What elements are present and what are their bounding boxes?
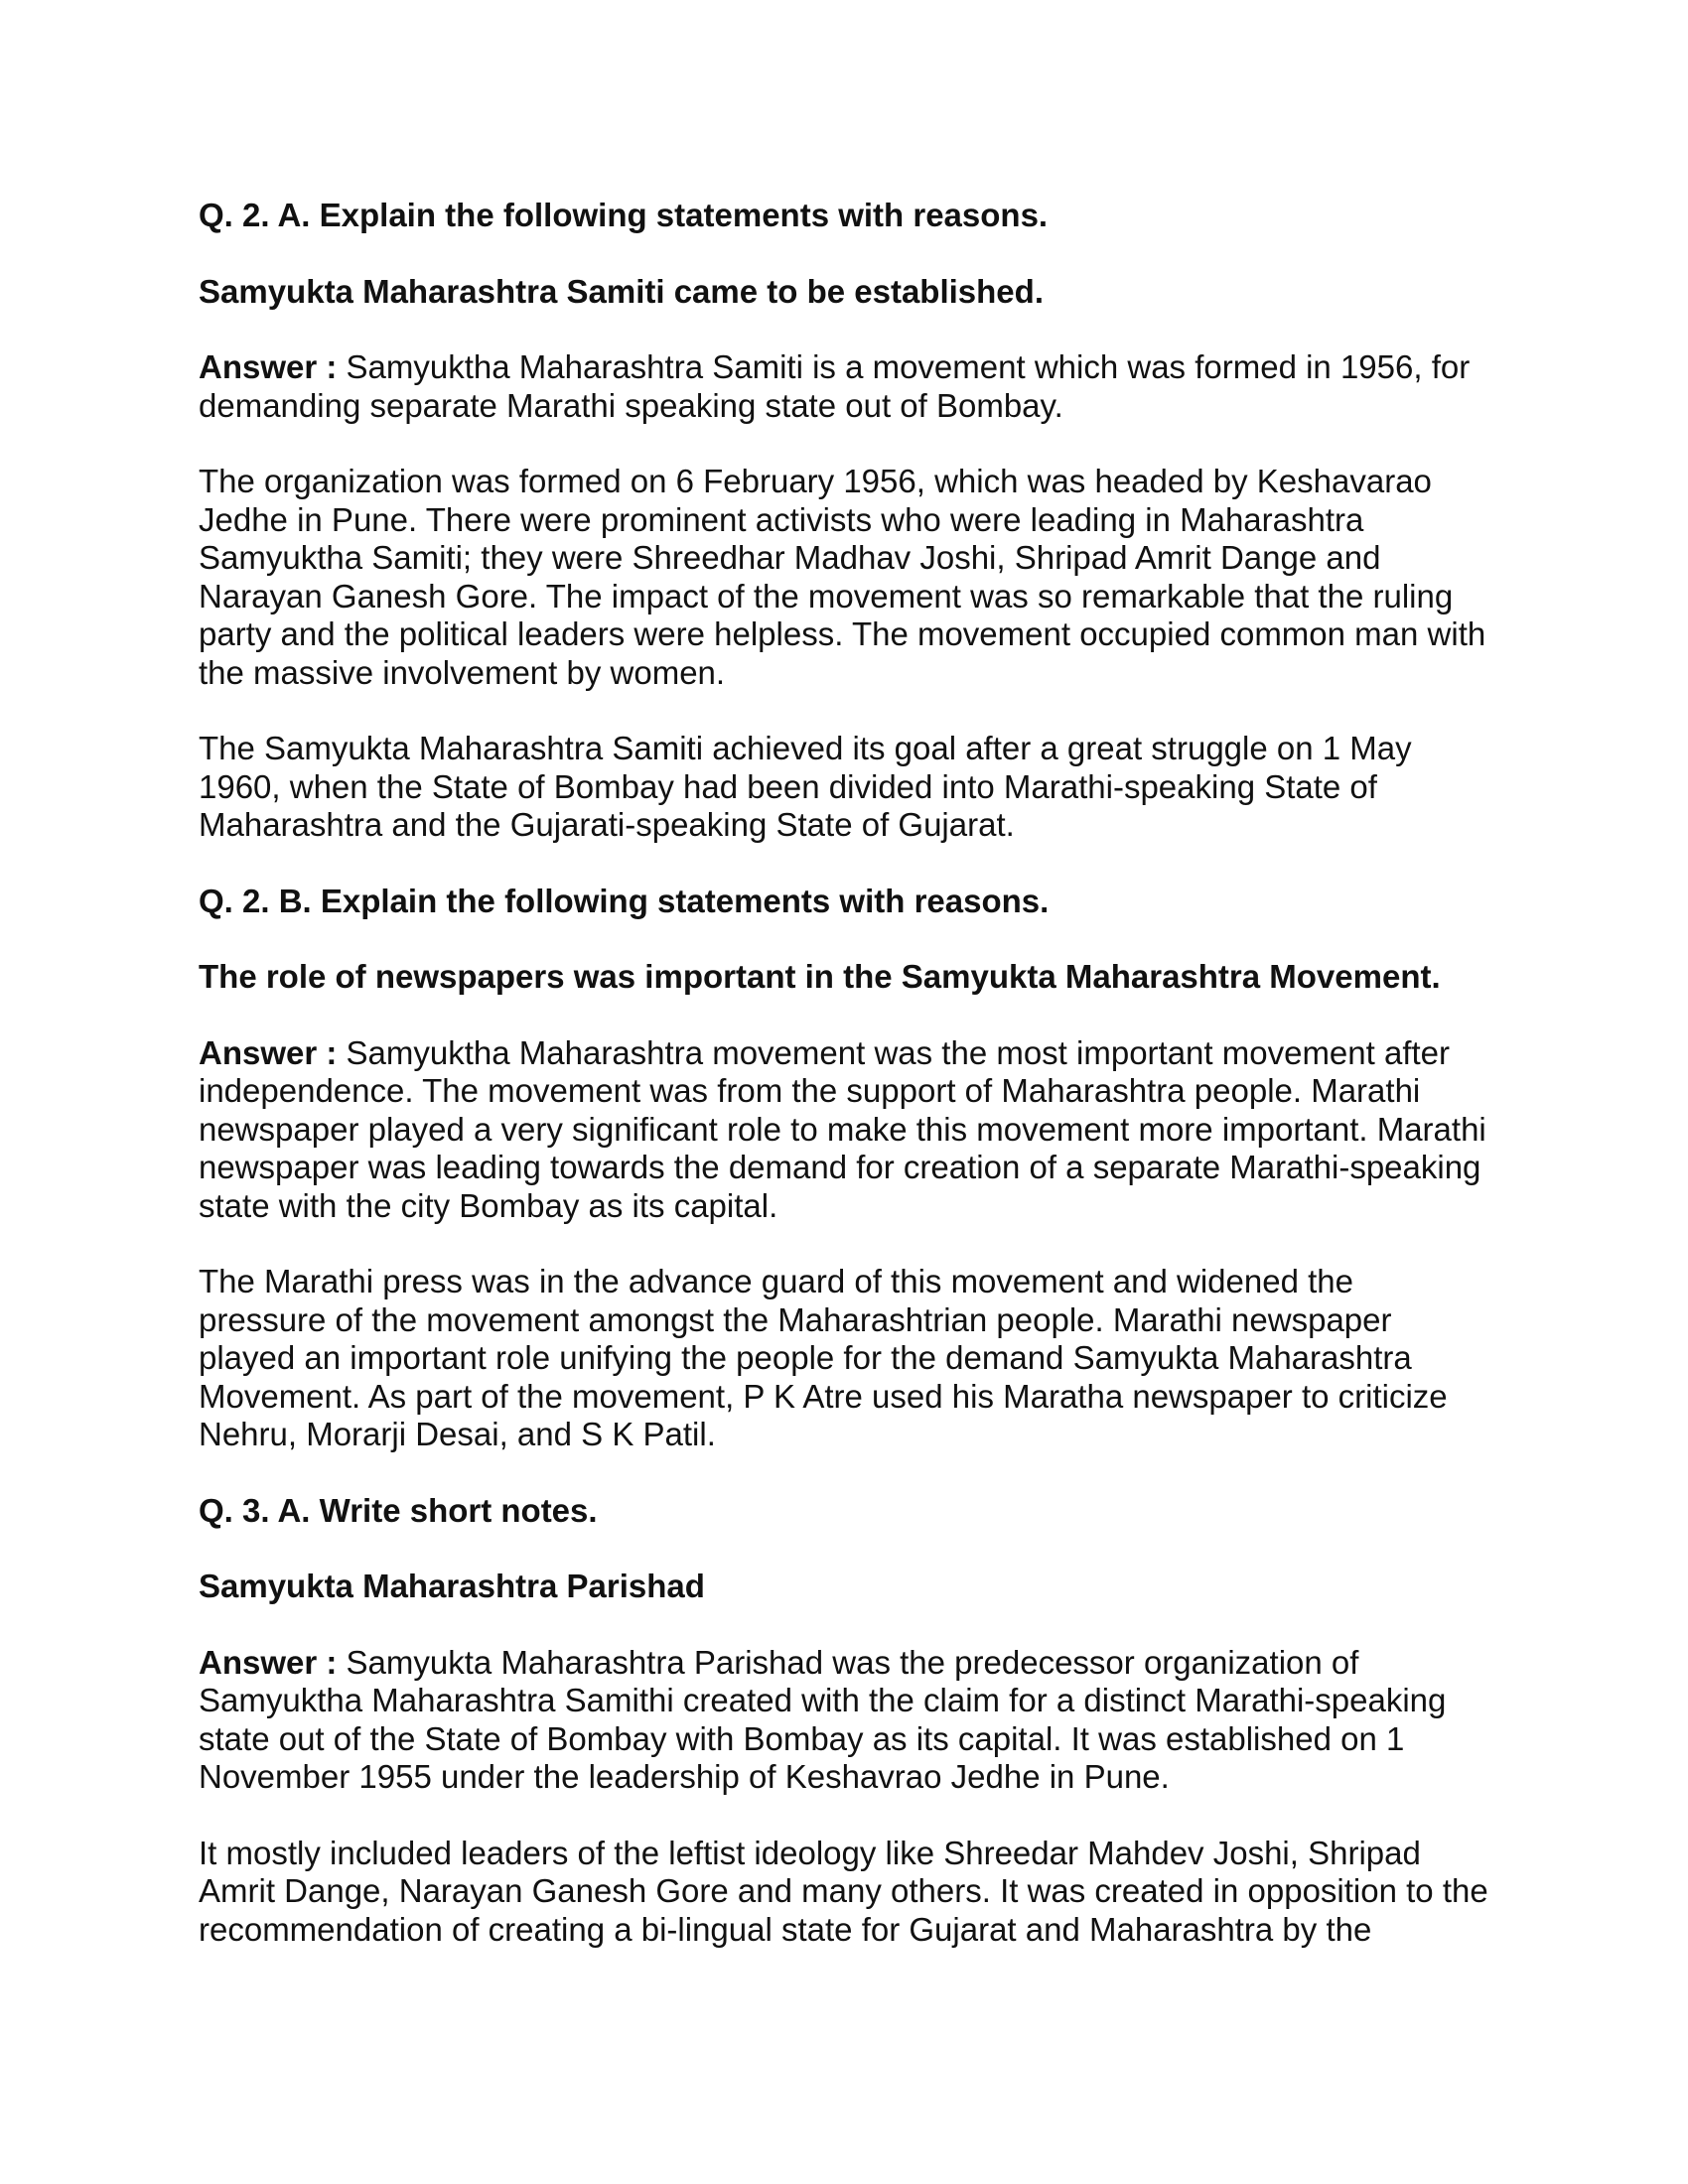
question-heading: Q. 3. A. Write short notes. <box>199 1491 598 1529</box>
statement-heading: Samyukta Maharashtra Parishad <box>199 1568 705 1604</box>
question-heading: Q. 2. A. Explain the following statements with reasons. <box>199 197 1049 233</box>
answer-label: Answer : <box>199 1033 338 1071</box>
body-paragraph: The organization was formed on 6 February 1956, which was headed by Keshavarao Jedhe in Pune. There were prominent activists who were leading in Maharashtra Samyuktha Samiti; they were Shreedhar Madhav Joshi, Shripad Amrit Dange and Narayan Ganesh Gore. The impact of the movement was so remarkable that the ruling party and the political leaders were helpless. The movement occupied common man with the massive involvement by women. <box>199 463 1486 691</box>
statement-heading: The role of newspapers was important in the Samyukta Maharashtra Movement. <box>199 958 1441 995</box>
body-paragraph: The Samyukta Maharashtra Samiti achieved its goal after a great struggle on 1 May 1960, when the State of Bombay had been divided into Marathi-speaking State of Maharashtra and the Gujarati-speaking State of Gujarat. <box>199 730 1412 843</box>
question-heading: Q. 2. B. Explain the following statements with reasons. <box>199 882 1050 919</box>
answer-paragraph <box>199 348 1489 425</box>
statement-heading: Samyukta Maharashtra Samiti came to be established. <box>199 272 1044 310</box>
answer-text: Samyuktha Maharashtra Samiti is a movement which was formed in 1956, for demanding separate Marathi speaking state out of Bombay. <box>199 348 1471 424</box>
answer-paragraph <box>199 1034 1489 1226</box>
answer-text: Samyuktha Maharashtra movement was the most important movement after independence. The movement was from the support of Maharashtra people. Marathi newspaper played a very significant role to make this movement more important. Marathi newspaper was leading towards the demand for creation of a separate Marathi-speaking state with the city Bombay as its capital. <box>199 1033 1486 1224</box>
document-page <box>199 197 1489 1986</box>
answer-text: Samyukta Maharashtra Parishad was the predecessor organization of Samyuktha Maharashtra Samithi created with the claim for a distinct Marathi-speaking state out of the State of Bombay with Bombay as its capital. It was established on 1 November 1955 under the leadership of Keshavrao Jedhe in Pune. <box>199 1643 1447 1795</box>
body-paragraph: The Marathi press was in the advance guard of this movement and widened the pressure of the movement amongst the Maharashtrian people. Marathi newspaper played an important role unifying the people for the demand Samyukta Maharashtra Movement. As part of the movement, P K Atre used his Maratha newspaper to criticize Nehru, Morarji Desai, and S K Patil. <box>199 1263 1448 1452</box>
answer-paragraph <box>199 1644 1489 1797</box>
answer-label: Answer : <box>199 1643 338 1681</box>
answer-label: Answer : <box>199 348 338 385</box>
body-paragraph: It mostly included leaders of the leftist ideology like Shreedar Mahdev Joshi, Shripad Amrit Dange, Narayan Ganesh Gore and many others. It was created in opposition to the recommendation of creating a bi-lingual state for Gujarat and Maharashtra by the <box>199 1834 1488 1948</box>
